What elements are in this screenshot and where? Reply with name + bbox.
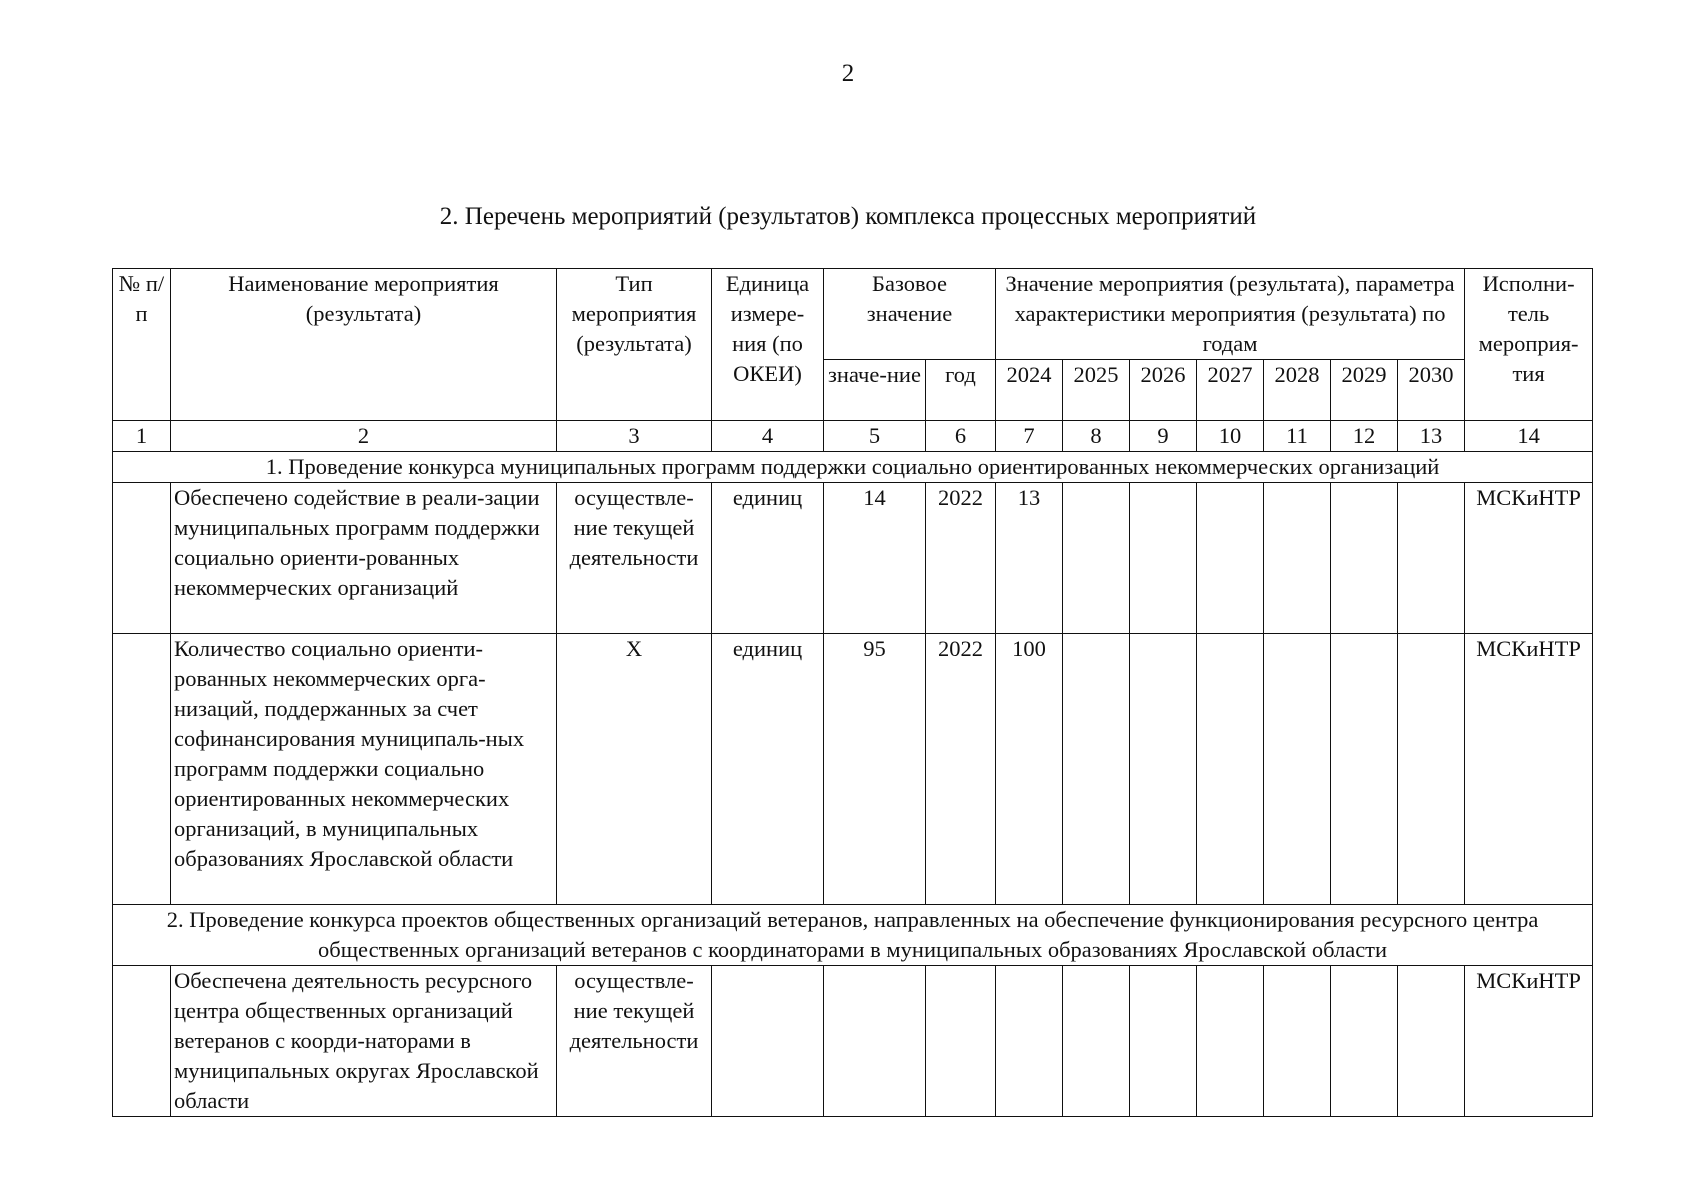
row-year-value <box>1331 634 1398 905</box>
table-row <box>113 483 1593 634</box>
row-year-value <box>1130 966 1197 1117</box>
row-num-cell <box>113 483 171 634</box>
header-year: 2029 <box>1331 360 1398 421</box>
group-title: 1. Проведение конкурса муниципальных программ поддержки социально ориентированных некоммерческих организаций <box>113 452 1593 483</box>
header-row <box>113 269 1593 360</box>
row-year-value <box>1197 966 1264 1117</box>
row-unit <box>712 966 824 1117</box>
column-number: 9 <box>1130 421 1197 452</box>
row-year-value <box>1398 483 1465 634</box>
header-base-value: значе-ние <box>824 360 926 421</box>
column-number: 4 <box>712 421 824 452</box>
row-year-value <box>1264 634 1331 905</box>
header-year: 2028 <box>1264 360 1331 421</box>
row-num-cell <box>113 634 171 905</box>
column-number: 13 <box>1398 421 1465 452</box>
column-number: 11 <box>1264 421 1331 452</box>
row-year-value <box>1130 483 1197 634</box>
header-year: 2025 <box>1063 360 1130 421</box>
row-base-year <box>926 966 996 1117</box>
section-title: 2. Перечень мероприятий (результатов) комплекса процессных мероприятий <box>439 203 1257 230</box>
row-year-value <box>996 966 1063 1117</box>
row-year-value <box>1063 634 1130 905</box>
row-base-year: 2022 <box>926 634 996 905</box>
group-row <box>113 905 1593 966</box>
header-values: Значение мероприятия (результата), параметра характеристики мероприятия (результата) по годам <box>996 269 1465 360</box>
table-row <box>113 634 1593 905</box>
row-name: Обеспечена деятельность ресурсного центра общественных организаций ветеранов с коорди-наторами в муниципальных округах Ярославской области <box>171 966 557 1117</box>
header-year: 2027 <box>1197 360 1264 421</box>
column-number: 8 <box>1063 421 1130 452</box>
header-executor: Исполни-тель мероприя-тия <box>1465 269 1593 421</box>
column-number: 6 <box>926 421 996 452</box>
column-number-row <box>113 421 1593 452</box>
row-base-value <box>824 966 926 1117</box>
row-type: осуществле-ние текущей деятельности <box>557 966 712 1117</box>
row-year-value <box>1398 966 1465 1117</box>
row-year-value <box>1264 966 1331 1117</box>
header-year: 2026 <box>1130 360 1197 421</box>
row-year-value <box>1130 634 1197 905</box>
row-num-cell <box>113 966 171 1117</box>
row-year-value <box>1398 634 1465 905</box>
row-type: X <box>557 634 712 905</box>
row-year-value <box>1197 483 1264 634</box>
row-type: осуществле-ние текущей деятельности <box>557 483 712 634</box>
row-year-value <box>1331 483 1398 634</box>
row-base-value: 95 <box>824 634 926 905</box>
measures-table <box>112 268 1593 1117</box>
header-type: Тип мероприятия (результата) <box>557 269 712 421</box>
page-number: 2 <box>841 60 855 87</box>
column-number: 5 <box>824 421 926 452</box>
row-year-value <box>1331 966 1398 1117</box>
header-unit: Единица измере-ния (по ОКЕИ) <box>712 269 824 421</box>
row-base-value: 14 <box>824 483 926 634</box>
column-number: 2 <box>171 421 557 452</box>
column-number: 7 <box>996 421 1063 452</box>
header-num: № п/п <box>113 269 171 421</box>
column-number: 1 <box>113 421 171 452</box>
row-year-value <box>1063 483 1130 634</box>
row-year-value <box>1197 634 1264 905</box>
row-unit: единиц <box>712 634 824 905</box>
column-number: 14 <box>1465 421 1593 452</box>
header-base-year: год <box>926 360 996 421</box>
row-executor: МСКиНТР <box>1465 483 1593 634</box>
group-row <box>113 452 1593 483</box>
row-unit: единиц <box>712 483 824 634</box>
row-name: Количество социально ориенти-рованных некоммерческих орга-низаций, поддержанных за счет софинансирования муниципаль-ных программ поддержки социально ориентированных некоммерческих организаций, в муниципальных образованиях Ярославской области <box>171 634 557 905</box>
column-number: 10 <box>1197 421 1264 452</box>
row-year-value: 13 <box>996 483 1063 634</box>
row-base-year: 2022 <box>926 483 996 634</box>
row-executor: МСКиНТР <box>1465 966 1593 1117</box>
row-name: Обеспечено содействие в реали-зации муниципальных программ поддержки социально ориенти-рованных некоммерческих организаций <box>171 483 557 634</box>
column-number: 12 <box>1331 421 1398 452</box>
header-year: 2024 <box>996 360 1063 421</box>
column-number: 3 <box>557 421 712 452</box>
header-base: Базовое значение <box>824 269 996 360</box>
header-year: 2030 <box>1398 360 1465 421</box>
row-year-value <box>1264 483 1331 634</box>
table-row <box>113 966 1593 1117</box>
row-executor: МСКиНТР <box>1465 634 1593 905</box>
header-name: Наименование мероприятия (результата) <box>171 269 557 421</box>
row-year-value <box>1063 966 1130 1117</box>
row-year-value: 100 <box>996 634 1063 905</box>
group-title: 2. Проведение конкурса проектов общественных организаций ветеранов, направленных на обеспечение функционирования ресурсного центра общественных организаций ветеранов с координаторами в муниципальных образованиях Ярославской области <box>113 905 1593 966</box>
